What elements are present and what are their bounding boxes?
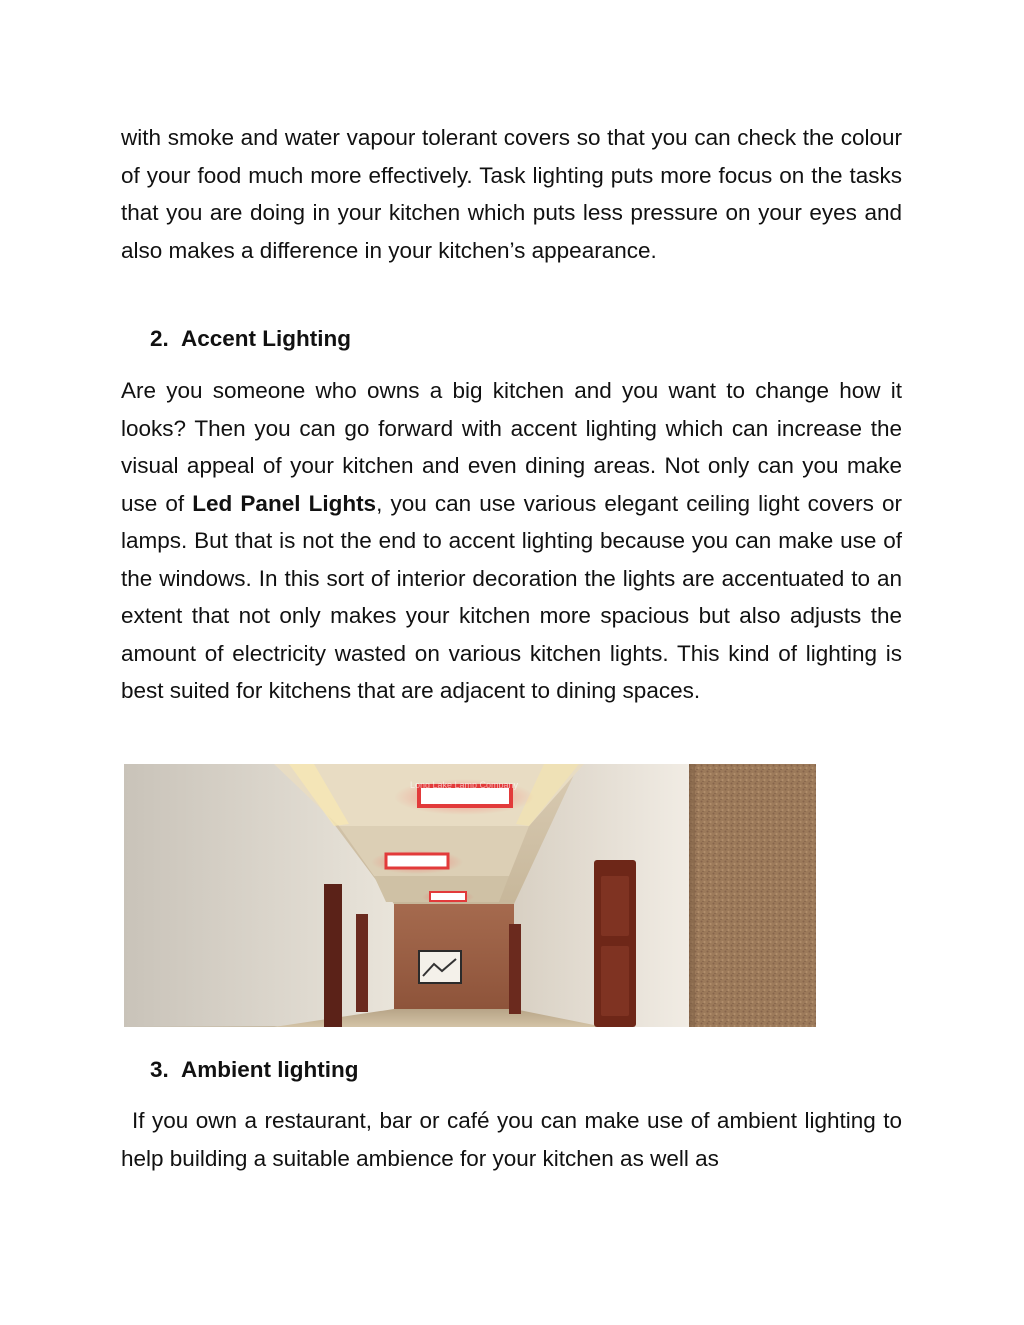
door-left <box>356 914 368 1012</box>
hallway-photo <box>124 764 816 1027</box>
heading-title: Accent Lighting <box>181 326 351 351</box>
textured-wall-panel <box>689 764 816 1027</box>
bold-phrase-led-panel-lights: Led Panel Lights <box>192 490 377 516</box>
paragraph-task-lighting: with smoke and water vapour tolerant covers so that you can check the colour of your food much more effectively. Task lighting puts more focus on the tasks that you are doing in your kitchen which puts less pressure on your eyes and also makes a difference in your kitchen’s appearance. <box>121 125 902 263</box>
heading-number: 2. <box>150 326 169 351</box>
paragraph-text: If you own a restaurant, bar or café you can make use of ambient lighting to help building a suitable ambience for your kitchen as well as <box>121 1108 902 1171</box>
image-watermark: Long Lake Lamp Company <box>409 780 519 790</box>
panel-light <box>386 854 448 868</box>
panel-light <box>430 892 466 901</box>
paragraph-text-before: Are you someone who owns a big kitchen and you want to change how it looks? Then you can go forward with accent lighting which can increase the visual appeal of your kitchen and even dining areas. Not only can you make use of <box>121 378 902 516</box>
door-panel <box>601 876 629 936</box>
wall-picture <box>419 951 461 983</box>
door-right <box>509 924 521 1014</box>
hallway-illustration <box>124 764 816 1027</box>
paragraph-accent-lighting <box>121 372 902 710</box>
paragraph-text-after: , you can use various elegant ceiling light covers or lamps. But that is not the end to accent lighting because you can make use of the windows. In this sort of interior decoration the lights are accentuated to an extent that not only makes your kitchen more spacious but also adjusts the amount of electricity wasted on various kitchen lights. This kind of lighting is best suited for kitchens that are adjacent to dining spaces. <box>121 490 902 703</box>
heading-title: Ambient lighting <box>181 1057 359 1082</box>
door-panel <box>601 946 629 1016</box>
textured-wall-edge <box>689 764 695 1027</box>
heading-accent-lighting <box>150 324 351 354</box>
door-left <box>324 884 342 1027</box>
heading-number: 3. <box>150 1057 169 1082</box>
paragraph-ambient-lighting <box>121 1102 902 1177</box>
heading-ambient-lighting <box>150 1055 358 1085</box>
